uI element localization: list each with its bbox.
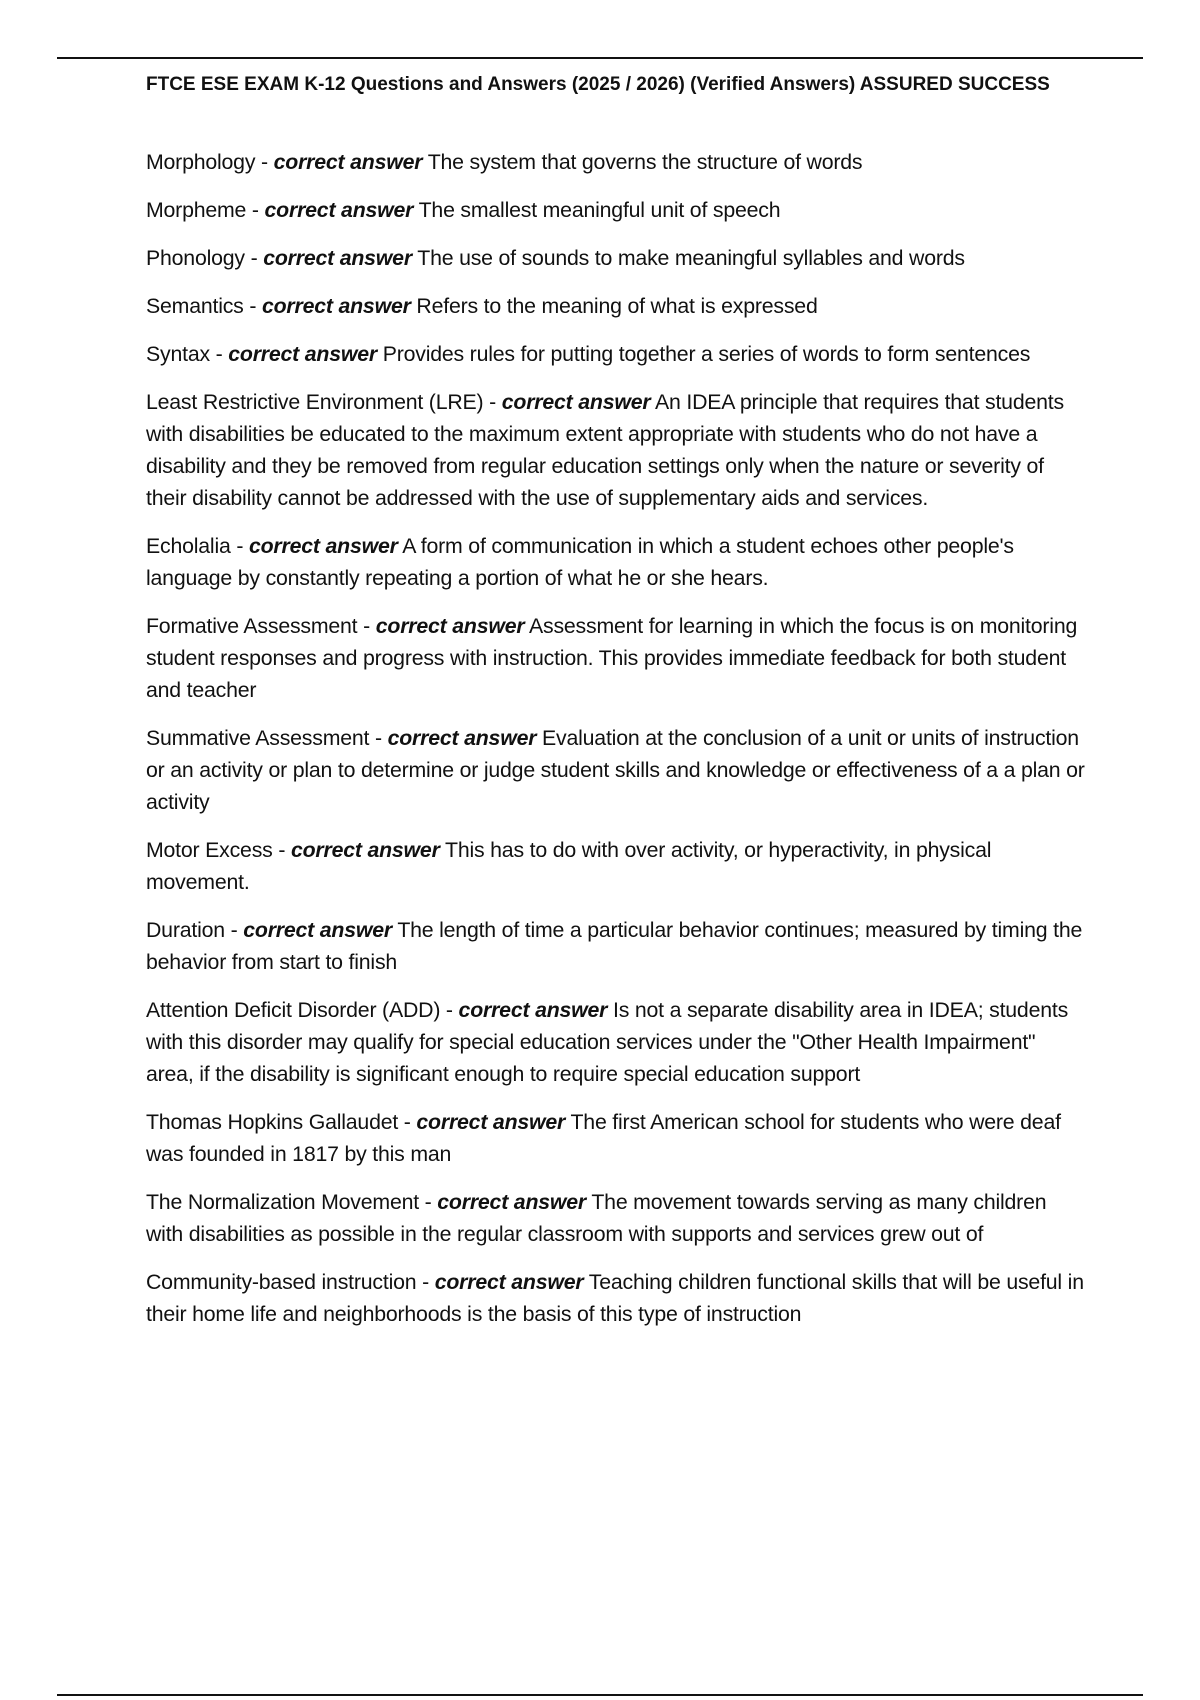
entry-term: Formative Assessment (146, 614, 358, 638)
entry-definition: Is not a separate disability area in IDEA; students with this disorder may qualify for special education services under the "Other Health Impairment" area, if the disability is significant enough to require special education support (146, 998, 1069, 1086)
entry-separator: - (357, 614, 376, 638)
qa-entry (146, 914, 1086, 978)
entry-term: Morpheme (146, 198, 247, 222)
entry-separator: - (246, 198, 265, 222)
qa-entry (146, 530, 1086, 594)
qa-entry (146, 1186, 1086, 1250)
correct-answer-label: correct answer (264, 198, 414, 222)
entry-separator: - (243, 294, 262, 318)
entry-term: Duration (146, 918, 225, 942)
entry-separator: - (209, 342, 229, 366)
entry-definition: The first American school for students who were deaf was founded in 1817 by this man (146, 1110, 1061, 1166)
entry-term: Community-based instruction (146, 1270, 417, 1294)
correct-answer-label: correct answer (416, 1110, 566, 1134)
entry-definition: The length of time a particular behavior continues; measured by timing the behavior from start to finish (146, 918, 1083, 974)
entry-definition: The smallest meaningful unit of speech (418, 198, 781, 222)
entry-term: Morphology (146, 150, 256, 174)
qa-entry (146, 290, 1086, 322)
entry-term: Semantics (146, 294, 244, 318)
correct-answer-label: correct answer (387, 726, 537, 750)
correct-answer-label: correct answer (228, 342, 377, 366)
top-divider (57, 57, 1143, 59)
qa-entry (146, 1106, 1086, 1170)
entry-term: Least Restrictive Environment (LRE) (146, 390, 484, 414)
entry-separator: - (483, 390, 502, 414)
entry-definition: Refers to the meaning of what is expressed (416, 294, 818, 318)
entry-definition: An IDEA principle that requires that students with disabilities be educated to the maximum extent appropriate with students who do not have a disability and they be removed from regular education settings only when the nature or severity of their disability cannot be addressed with the use of supplementary aids and services. (146, 390, 1064, 510)
entry-term: Motor Excess (146, 838, 273, 862)
qa-entry (146, 1266, 1086, 1330)
qa-entry (146, 834, 1086, 898)
correct-answer-label: correct answer (290, 838, 440, 862)
entry-separator: - (224, 918, 244, 942)
entry-separator: - (416, 1270, 435, 1294)
correct-answer-label: correct answer (261, 294, 411, 318)
entry-term: Syntax (146, 342, 210, 366)
entry-definition: Provides rules for putting together a series of words to form sentences (382, 342, 1031, 366)
correct-answer-label: correct answer (501, 390, 651, 414)
qa-entry (146, 338, 1086, 370)
entry-definition: Evaluation at the conclusion of a unit or units of instruction or an activity or plan to determine or judge student skills and knowledge or effectiveness of a a plan or activity (146, 726, 1085, 814)
entry-separator: - (440, 998, 459, 1022)
entry-definition: The use of sounds to make meaningful syllables and words (417, 246, 965, 270)
entry-term: Phonology (146, 246, 245, 270)
qa-entry (146, 386, 1086, 514)
entry-definition: Assessment for learning in which the focus is on monitoring student responses and progress with instruction. This provides immediate feedback for both student and teacher (146, 614, 1078, 702)
correct-answer-label: correct answer (458, 998, 608, 1022)
entry-term: Echolalia (146, 534, 231, 558)
correct-answer-label: correct answer (375, 614, 525, 638)
entry-definition: The movement towards serving as many children with disabilities as possible in the regular classroom with supports and services grew out of (146, 1190, 1047, 1246)
qa-entry (146, 194, 1086, 226)
entry-separator: - (255, 150, 274, 174)
entry-term: The Normalization Movement (146, 1190, 419, 1214)
qa-entry (146, 146, 1086, 178)
entry-definition: This has to do with over activity, or hyperactivity, in physical movement. (146, 838, 992, 894)
qa-entry (146, 722, 1086, 818)
entry-term: Attention Deficit Disorder (ADD) (146, 998, 441, 1022)
entry-term: Summative Assessment (146, 726, 370, 750)
correct-answer-label: correct answer (273, 150, 423, 174)
correct-answer-label: correct answer (243, 918, 392, 942)
entry-separator: - (369, 726, 388, 750)
entry-separator: - (272, 838, 291, 862)
correct-answer-label: correct answer (434, 1270, 584, 1294)
entry-definition: A form of communication in which a student echoes other people's language by constantly repeating a portion of what he or she hears. (146, 534, 1014, 590)
qa-list (146, 146, 1086, 1346)
correct-answer-label: correct answer (437, 1190, 587, 1214)
entry-separator: - (230, 534, 249, 558)
entry-separator: - (418, 1190, 438, 1214)
correct-answer-label: correct answer (263, 246, 412, 270)
page-header: FTCE ESE EXAM K-12 Questions and Answers (2025 / 2026) (Verified Answers) ASSURED SUCCESS (146, 74, 1050, 95)
entry-separator: - (398, 1110, 417, 1134)
bottom-divider (57, 1694, 1143, 1696)
qa-entry (146, 994, 1086, 1090)
entry-term: Thomas Hopkins Gallaudet (146, 1110, 399, 1134)
qa-entry (146, 242, 1086, 274)
entry-separator: - (244, 246, 264, 270)
entry-definition: Teaching children functional skills that will be useful in their home life and neighborhoods is the basis of this type of instruction (146, 1270, 1084, 1326)
entry-definition: The system that governs the structure of words (427, 150, 863, 174)
correct-answer-label: correct answer (248, 534, 398, 558)
qa-entry (146, 610, 1086, 706)
